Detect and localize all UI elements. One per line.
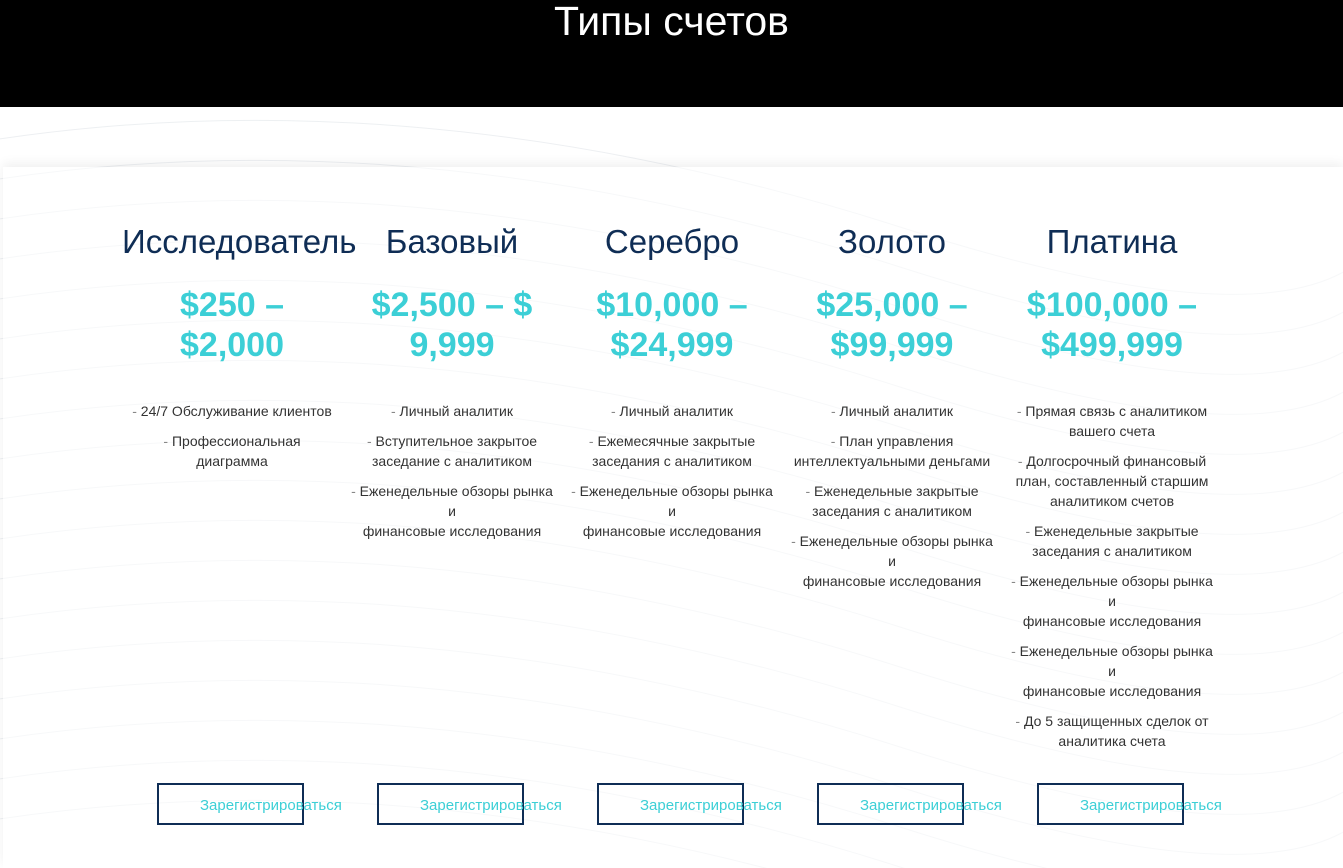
- feature-item: - До 5 защищенных сделок от аналитика счета: [1015, 713, 1209, 749]
- feature-item: - Ежемесячные закрытые заседания с аналитиком: [588, 433, 756, 469]
- feature-item: - Еженедельные обзоры рынка и финансовые исследования: [1011, 573, 1213, 629]
- page-header: [0, 0, 1343, 107]
- feature-item: - Еженедельные закрытые заседания с аналитиком: [1025, 523, 1199, 559]
- feature-item: - Еженедельные закрытые заседания с аналитиком: [805, 483, 979, 519]
- feature-item: - Профессиональная диаграмма: [163, 433, 301, 469]
- register-button-label: Зарегистрироваться: [420, 797, 562, 814]
- feature-list: [1002, 401, 1222, 751]
- plan-platinum: [1002, 220, 1222, 761]
- register-button-label: Зарегистрироваться: [860, 797, 1002, 814]
- plan-name: Золото: [838, 223, 946, 260]
- feature-list: [782, 401, 1002, 591]
- feature-item: - Вступительное закрытое заседание с аналитиком: [366, 433, 538, 469]
- feature-item: - Личный аналитик: [610, 403, 734, 419]
- register-button-label: Зарегистрироваться: [640, 797, 782, 814]
- plan-name: Исследователь: [122, 223, 357, 260]
- plan-price: $25,000 – $99,999: [816, 286, 968, 364]
- register-button-basic[interactable]: [377, 783, 562, 825]
- plan-gold: [782, 220, 1002, 601]
- plan-price: $100,000 – $499,999: [1026, 286, 1198, 364]
- feature-item: - Еженедельные обзоры рынка и финансовые исследования: [1011, 643, 1213, 699]
- feature-list: [342, 401, 562, 541]
- plan-price: $2,500 – $ 9,999: [371, 286, 533, 364]
- feature-item: - Еженедельные обзоры рынка и финансовые исследования: [791, 533, 993, 589]
- page-title: Типы счетов: [554, 0, 789, 44]
- feature-item: - 24/7 Обслуживание клиентов: [132, 403, 332, 419]
- plan-name: Базовый: [385, 223, 519, 260]
- feature-item: - Личный аналитик: [830, 403, 954, 419]
- feature-item: - План управления интеллектуальными деньгами: [793, 433, 991, 469]
- plan-name: Серебро: [604, 223, 740, 260]
- register-button-platinum[interactable]: [1037, 783, 1222, 825]
- feature-item: - Личный аналитик: [390, 403, 514, 419]
- feature-item: - Долгосрочный финансовый план, составленный старшим аналитиком счетов: [1015, 453, 1209, 509]
- plan-explorer: [122, 220, 357, 481]
- plan-name: Платина: [1046, 223, 1178, 260]
- plan-price: $250 – $2,000: [180, 286, 284, 364]
- plan-silver: [562, 220, 782, 551]
- feature-item: - Еженедельные обзоры рынка и финансовые исследования: [351, 483, 553, 539]
- feature-item: - Еженедельные обзоры рынка и финансовые исследования: [571, 483, 773, 539]
- feature-item: - Прямая связь с аналитиком вашего счета: [1016, 403, 1208, 439]
- register-button-silver[interactable]: [597, 783, 782, 825]
- register-button-label: Зарегистрироваться: [1080, 797, 1222, 814]
- plan-basic: [342, 220, 562, 551]
- register-button-gold[interactable]: [817, 783, 1002, 825]
- register-button-label: Зарегистрироваться: [200, 797, 342, 814]
- plan-price: $10,000 – $24,999: [596, 286, 748, 364]
- register-button-explorer[interactable]: [157, 783, 342, 825]
- feature-list: [562, 401, 782, 541]
- feature-list: [122, 401, 342, 471]
